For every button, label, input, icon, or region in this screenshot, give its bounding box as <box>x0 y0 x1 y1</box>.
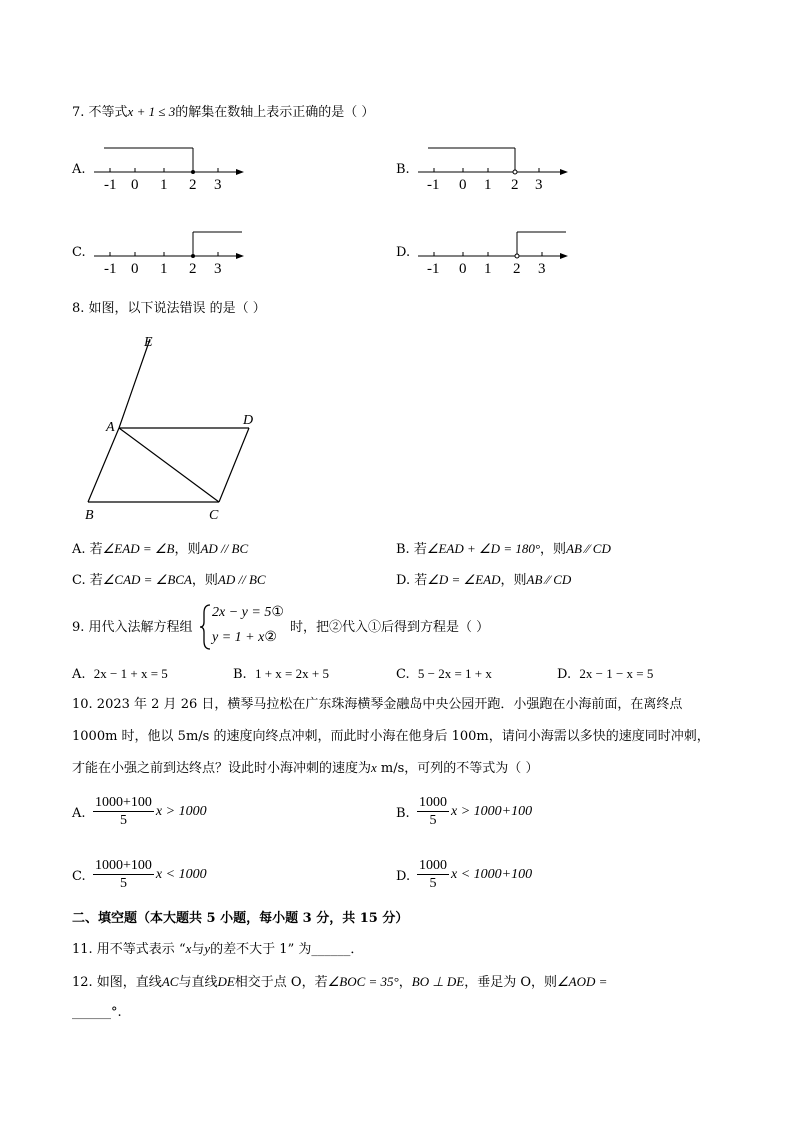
q10-option-b <box>417 795 532 829</box>
q10b-num: 1000 <box>419 795 447 810</box>
q11-stem <box>72 941 363 958</box>
q7-inequality: x + 1 ≤ 3 <box>127 104 176 119</box>
q10b-rest: x > 1000+100 <box>451 804 533 819</box>
q8b-cond: ∠EAD + ∠D = 180° <box>426 541 541 556</box>
q10a-rest: x > 1000 <box>155 804 207 819</box>
q7a-tick-0: -1 <box>104 177 117 193</box>
label-c: C <box>209 508 219 523</box>
q9-option-a <box>72 666 168 683</box>
q10-option-a-label: A. <box>72 806 86 821</box>
q9-eq1 <box>212 605 284 621</box>
q11-x: x <box>185 941 192 956</box>
q10-line3-post: m/s，可列的不等式为（ ） <box>376 761 539 776</box>
q11-post: 的差不大于 1” 为______． <box>210 942 364 957</box>
q12-sep: ， <box>398 975 412 990</box>
q10-option-c <box>93 858 207 892</box>
q8c-label: C. 若 <box>72 573 103 588</box>
q8-option-a <box>72 541 248 558</box>
q7d-tick-1: 0 <box>459 261 467 277</box>
q9d-text: 2x − 1 − x = 5 <box>579 666 654 681</box>
q7d-tick-2: 1 <box>484 261 492 277</box>
q8-geometry-figure <box>80 330 280 525</box>
q11-pre: 11. 用不等式表示 “ <box>72 942 186 957</box>
q12-de: DE <box>217 974 235 989</box>
q7b-tick-0: -1 <box>427 177 440 193</box>
q10b-den: 5 <box>429 813 437 828</box>
q9-eq2-text: y = 1 + x <box>212 630 265 645</box>
q8c-mid: ，则 <box>191 573 218 588</box>
q7-option-a-label: A. <box>72 162 86 177</box>
label-a: A <box>106 420 115 435</box>
q8a-label: A. 若 <box>72 542 103 557</box>
q10d-den: 5 <box>429 876 437 891</box>
q9d-label: D. <box>557 667 572 682</box>
q7c-tick-4: 3 <box>214 261 222 277</box>
q8a-concl: AD // BC <box>200 541 249 556</box>
q8d-cond: ∠D = ∠EAD <box>427 572 501 587</box>
q10c-rest: x < 1000 <box>155 867 207 882</box>
q10-line3 <box>72 760 538 777</box>
q10-option-b-label: B. <box>396 806 410 821</box>
q9-option-c <box>396 666 492 683</box>
q9c-text: 5 − 2x = 1 + x <box>417 666 492 681</box>
q7b-tick-2: 1 <box>484 177 492 193</box>
q7-option-d-label: D. <box>396 245 411 260</box>
q12-stem <box>72 974 607 991</box>
q10-line2: 1000m 时，他以 5m/s 的速度向终点冲刺，而此时小海在他身后 100m，请问小海需以多快的速度同时冲刺， <box>72 729 710 744</box>
q11-y: y <box>204 941 211 956</box>
q7-number-line-c <box>90 224 250 284</box>
q8c-concl: AD // BC <box>217 572 266 587</box>
q12-angle: ∠BOC = 35° <box>327 974 399 989</box>
q7d-tick-0: -1 <box>427 261 440 277</box>
q8-option-d <box>396 572 571 589</box>
q8d-concl: AB ⁄⁄ CD <box>526 572 572 587</box>
section-2-heading: 二、填空题（本大题共 5 小题，每小题 3 分，共 15 分） <box>72 911 409 926</box>
q7b-tick-1: 0 <box>459 177 467 193</box>
q8d-mid: ，则 <box>500 573 527 588</box>
q9-option-d <box>557 666 653 683</box>
q7-number-line-d <box>414 224 574 284</box>
q7-stem-post: 的解集在数轴上表示正确的是（ ） <box>175 105 375 120</box>
q8b-concl: AB ⁄⁄ CD <box>566 541 611 556</box>
q11-mid: 与 <box>191 942 205 957</box>
q7a-tick-3: 2 <box>189 177 197 193</box>
q10c-den: 5 <box>119 876 127 891</box>
q7-stem <box>72 104 374 121</box>
q8a-cond: ∠EAD = ∠B <box>102 541 175 556</box>
label-d: D <box>243 413 254 428</box>
q7c-tick-3: 2 <box>189 261 197 277</box>
q10-option-d-label: D. <box>396 869 411 884</box>
q7-option-b-label: B. <box>396 162 410 177</box>
q8a-mid: ，则 <box>174 542 201 557</box>
label-b: B <box>85 508 94 523</box>
q7-stem-pre: 7. 不等式 <box>72 105 128 120</box>
q8-option-b <box>396 541 611 558</box>
q8d-label: D. 若 <box>396 573 428 588</box>
q9b-text: 1 + x = 2x + 5 <box>254 666 329 681</box>
q12-post: ，垂足为 O，则 <box>464 975 558 990</box>
q9-stem-pre: 9. 用代入法解方程组 <box>72 620 193 635</box>
q10-line3-var: x <box>371 760 377 775</box>
q7b-tick-4: 3 <box>535 177 543 193</box>
label-e: E <box>144 335 153 350</box>
q10-option-a <box>93 795 207 829</box>
q12-perp: BO ⊥ DE <box>411 974 465 989</box>
q7a-tick-1: 0 <box>131 177 139 193</box>
q8b-mid: ，则 <box>540 542 567 557</box>
q7c-tick-2: 1 <box>160 261 168 277</box>
q9-eq2 <box>212 630 277 646</box>
q10-option-c-label: C. <box>72 869 86 884</box>
q12-mid1: 与直线 <box>178 975 218 990</box>
q8-option-c <box>72 572 266 589</box>
q7d-tick-3: 2 <box>513 261 521 277</box>
q9-option-b <box>233 666 329 683</box>
q7-number-line-b <box>414 140 574 200</box>
q9-eq1-text: 2x − y = 5 <box>212 605 272 620</box>
q12-pre: 12. 如图，直线 <box>72 975 162 990</box>
q9a-text: 2x − 1 + x = 5 <box>93 666 168 681</box>
q10a-den: 5 <box>119 813 127 828</box>
q9c-label: C. <box>396 667 410 682</box>
q8c-cond: ∠CAD = ∠BCA <box>102 572 192 587</box>
q8-stem: 8. 如图，以下说法错误 的是（ ） <box>72 301 266 316</box>
q10-option-d <box>417 858 532 892</box>
q7b-tick-3: 2 <box>511 177 519 193</box>
q7a-tick-2: 1 <box>160 177 168 193</box>
q10-line3-pre: 才能在小强之前到达终点？设此时小海冲刺的速度为 <box>72 761 372 776</box>
q9-eq1-mark: ① <box>271 605 284 620</box>
q9-stem-post: 时，把②代入①后得到方程是（ ） <box>290 620 490 635</box>
q10d-rest: x < 1000+100 <box>451 867 533 882</box>
q7d-tick-4: 3 <box>538 261 546 277</box>
q10-line1: 10. 2023 年 2 月 26 日，横琴马拉松在广东珠海横琴金融岛中央公园开跑．小强跑在小海前面，在离终点 <box>72 697 683 712</box>
q9-system-brace <box>198 603 212 651</box>
q10d-num: 1000 <box>419 858 447 873</box>
q12-answer-blank: ______°. <box>72 1005 122 1020</box>
q12-ac: AC <box>161 974 179 989</box>
q10a-num: 1000+100 <box>95 795 152 810</box>
q9a-label: A. <box>72 667 86 682</box>
q9-eq2-mark: ② <box>264 630 277 645</box>
q7c-tick-1: 0 <box>131 261 139 277</box>
q9b-label: B. <box>233 667 247 682</box>
q7a-tick-4: 3 <box>214 177 222 193</box>
q7-number-line-a <box>90 140 250 200</box>
q12-ask: ∠AOD = <box>557 974 608 989</box>
q10c-num: 1000+100 <box>95 858 152 873</box>
q7-option-c-label: C. <box>72 245 86 260</box>
q7c-tick-0: -1 <box>104 261 117 277</box>
q8b-label: B. 若 <box>396 542 427 557</box>
q12-mid2: 相交于点 O，若 <box>234 975 328 990</box>
